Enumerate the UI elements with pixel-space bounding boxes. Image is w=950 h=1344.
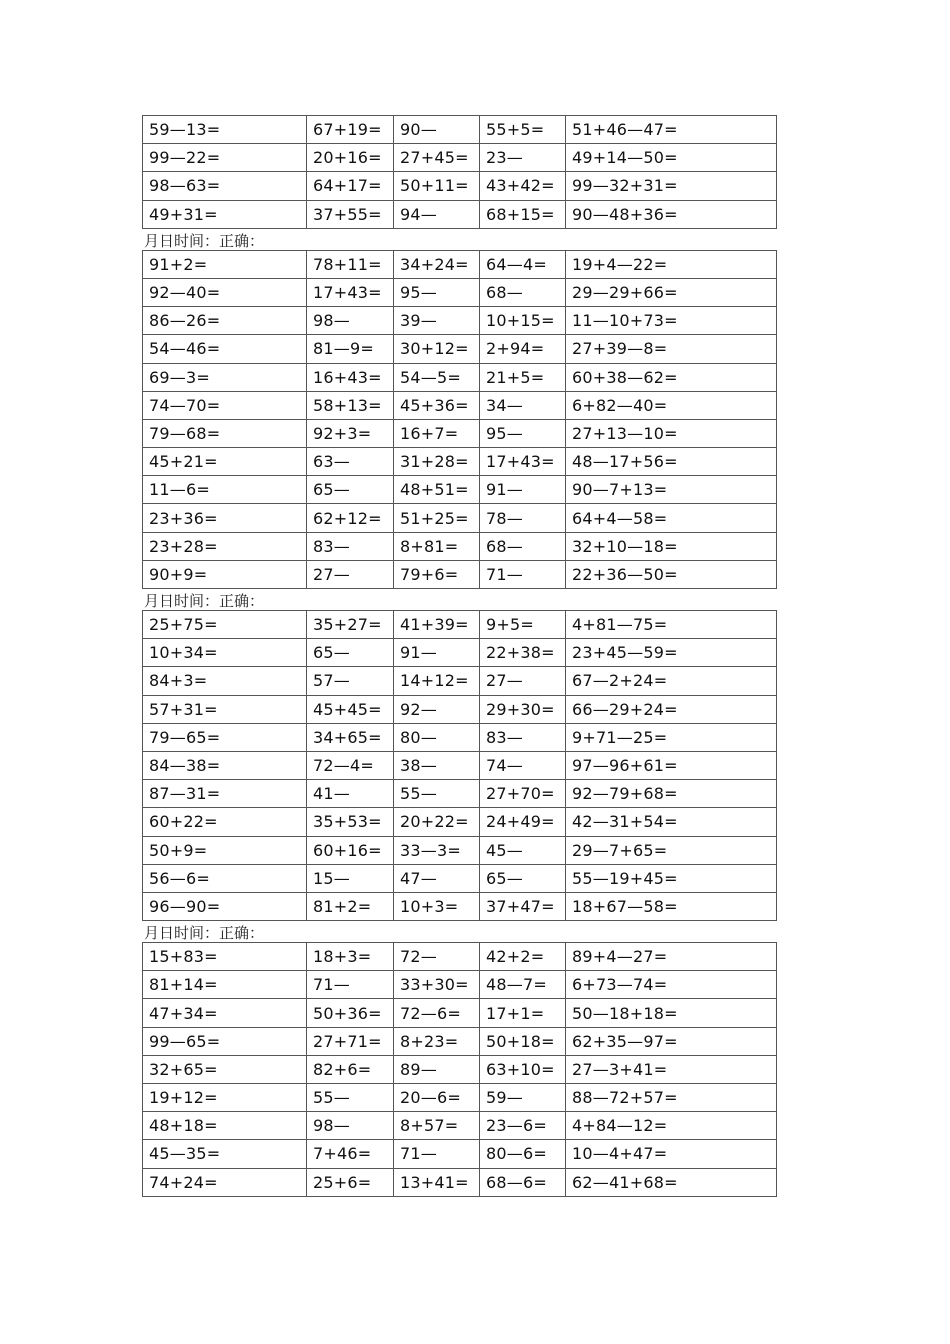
problem-cell: 62+12=	[307, 504, 394, 532]
problem-table	[142, 610, 777, 921]
problem-cell: 29—7+65=	[566, 836, 777, 864]
problem-cell: 63—	[307, 448, 394, 476]
problem-cell: 62+35—97=	[566, 1027, 777, 1055]
table-row	[143, 1140, 777, 1168]
problem-cell: 95—	[394, 278, 480, 306]
table-row	[143, 723, 777, 751]
problem-cell: 10+34=	[143, 639, 307, 667]
table-row	[143, 200, 777, 228]
problem-cell: 49+14—50=	[566, 144, 777, 172]
table-row	[143, 611, 777, 639]
problem-cell: 41+39=	[394, 611, 480, 639]
problem-cell: 68—6=	[480, 1168, 566, 1196]
table-row	[143, 532, 777, 560]
problem-cell: 98—63=	[143, 172, 307, 200]
problem-cell: 42+2=	[480, 943, 566, 971]
problem-cell: 68—	[480, 532, 566, 560]
problem-cell: 50+9=	[143, 836, 307, 864]
problem-cell: 91+2=	[143, 250, 307, 278]
problem-cell: 9+71—25=	[566, 723, 777, 751]
problem-cell: 34+65=	[307, 723, 394, 751]
problem-cell: 22+36—50=	[566, 560, 777, 588]
problem-table	[142, 942, 777, 1197]
problem-cell: 23—6=	[480, 1112, 566, 1140]
problem-cell: 20—6=	[394, 1084, 480, 1112]
problem-cell: 21+5=	[480, 363, 566, 391]
problem-cell: 4+84—12=	[566, 1112, 777, 1140]
table-row	[143, 419, 777, 447]
problem-cell: 45+45=	[307, 695, 394, 723]
problem-cell: 20+22=	[394, 808, 480, 836]
problem-table	[142, 115, 777, 229]
table-row	[143, 943, 777, 971]
problem-cell: 30+12=	[394, 335, 480, 363]
problem-cell: 63+10=	[480, 1055, 566, 1083]
problem-cell: 55—	[307, 1084, 394, 1112]
problem-cell: 92+3=	[307, 419, 394, 447]
problem-cell: 22+38=	[480, 639, 566, 667]
problem-cell: 89—	[394, 1055, 480, 1083]
problem-cell: 89+4—27=	[566, 943, 777, 971]
problem-cell: 17+43=	[307, 278, 394, 306]
problem-cell: 71—	[307, 971, 394, 999]
problem-cell: 35+27=	[307, 611, 394, 639]
problem-cell: 39—	[394, 307, 480, 335]
problem-cell: 9+5=	[480, 611, 566, 639]
problem-cell: 27+45=	[394, 144, 480, 172]
section-caption: 月日时间：正确：	[144, 231, 265, 250]
problem-cell: 19+4—22=	[566, 250, 777, 278]
problem-cell: 59—	[480, 1084, 566, 1112]
table-row	[143, 250, 777, 278]
problem-cell: 57—	[307, 667, 394, 695]
problem-cell: 24+49=	[480, 808, 566, 836]
problem-cell: 78+11=	[307, 250, 394, 278]
table-row	[143, 144, 777, 172]
problem-cell: 25+75=	[143, 611, 307, 639]
problem-cell: 88—72+57=	[566, 1084, 777, 1112]
problem-cell: 32+65=	[143, 1055, 307, 1083]
problem-cell: 45+36=	[394, 391, 480, 419]
problem-cell: 10—4+47=	[566, 1140, 777, 1168]
problem-cell: 27—	[480, 667, 566, 695]
problem-cell: 59—13=	[143, 116, 307, 144]
problem-cell: 29—29+66=	[566, 278, 777, 306]
problem-cell: 50—18+18=	[566, 999, 777, 1027]
problem-cell: 69—3=	[143, 363, 307, 391]
problem-cell: 27+71=	[307, 1027, 394, 1055]
problem-cell: 6+82—40=	[566, 391, 777, 419]
problem-cell: 56—6=	[143, 864, 307, 892]
table-row	[143, 1027, 777, 1055]
problem-cell: 81—9=	[307, 335, 394, 363]
problem-cell: 15+83=	[143, 943, 307, 971]
problem-cell: 8+81=	[394, 532, 480, 560]
problem-cell: 99—22=	[143, 144, 307, 172]
problem-cell: 97—96+61=	[566, 751, 777, 779]
problem-cell: 32+10—18=	[566, 532, 777, 560]
problem-cell: 37+47=	[480, 892, 566, 920]
problem-cell: 49+31=	[143, 200, 307, 228]
table-row	[143, 667, 777, 695]
problem-cell: 43+42=	[480, 172, 566, 200]
problem-cell: 83—	[480, 723, 566, 751]
problem-cell: 94—	[394, 200, 480, 228]
problem-cell: 79+6=	[394, 560, 480, 588]
problem-cell: 13+41=	[394, 1168, 480, 1196]
problem-cell: 10+15=	[480, 307, 566, 335]
problem-cell: 16+43=	[307, 363, 394, 391]
problem-cell: 62—41+68=	[566, 1168, 777, 1196]
problem-cell: 91—	[480, 476, 566, 504]
section-caption: 月日时间：正确：	[144, 924, 265, 943]
problem-cell: 64+17=	[307, 172, 394, 200]
problem-cell: 17+43=	[480, 448, 566, 476]
problem-cell: 66—29+24=	[566, 695, 777, 723]
problem-cell: 48—7=	[480, 971, 566, 999]
table-row	[143, 1055, 777, 1083]
problem-cell: 64+4—58=	[566, 504, 777, 532]
problem-cell: 23+36=	[143, 504, 307, 532]
problem-cell: 47—	[394, 864, 480, 892]
problem-cell: 8+23=	[394, 1027, 480, 1055]
problem-cell: 45—35=	[143, 1140, 307, 1168]
table-row	[143, 476, 777, 504]
problem-cell: 67+19=	[307, 116, 394, 144]
problem-cell: 18+67—58=	[566, 892, 777, 920]
problem-cell: 27—	[307, 560, 394, 588]
problem-cell: 90—	[394, 116, 480, 144]
problem-cell: 92—79+68=	[566, 780, 777, 808]
problem-cell: 15—	[307, 864, 394, 892]
table-row	[143, 335, 777, 363]
table-row	[143, 278, 777, 306]
problem-cell: 68+15=	[480, 200, 566, 228]
problem-cell: 71—	[394, 1140, 480, 1168]
table-row	[143, 808, 777, 836]
problem-cell: 79—68=	[143, 419, 307, 447]
problem-cell: 98—	[307, 1112, 394, 1140]
problem-cell: 84—38=	[143, 751, 307, 779]
problem-cell: 19+12=	[143, 1084, 307, 1112]
table-row	[143, 391, 777, 419]
problem-cell: 23—	[480, 144, 566, 172]
problem-cell: 55+5=	[480, 116, 566, 144]
problem-cell: 57+31=	[143, 695, 307, 723]
table-row	[143, 1112, 777, 1140]
problem-cell: 72—4=	[307, 751, 394, 779]
problem-cell: 67—2+24=	[566, 667, 777, 695]
problem-cell: 91—	[394, 639, 480, 667]
problem-cell: 14+12=	[394, 667, 480, 695]
problem-cell: 50+11=	[394, 172, 480, 200]
problem-cell: 20+16=	[307, 144, 394, 172]
problem-cell: 27+70=	[480, 780, 566, 808]
problem-cell: 48+18=	[143, 1112, 307, 1140]
problem-cell: 37+55=	[307, 200, 394, 228]
table-row	[143, 892, 777, 920]
problem-cell: 38—	[394, 751, 480, 779]
problem-cell: 71—	[480, 560, 566, 588]
problem-cell: 65—	[307, 639, 394, 667]
problem-cell: 68—	[480, 278, 566, 306]
table-row	[143, 560, 777, 588]
problem-cell: 90—48+36=	[566, 200, 777, 228]
problem-cell: 92—	[394, 695, 480, 723]
problem-cell: 92—40=	[143, 278, 307, 306]
problem-cell: 54—46=	[143, 335, 307, 363]
problem-cell: 33+30=	[394, 971, 480, 999]
worksheet	[142, 115, 776, 1197]
problem-cell: 25+6=	[307, 1168, 394, 1196]
problem-cell: 98—	[307, 307, 394, 335]
table-row	[143, 999, 777, 1027]
problem-cell: 34+24=	[394, 250, 480, 278]
problem-cell: 87—31=	[143, 780, 307, 808]
problem-cell: 51+25=	[394, 504, 480, 532]
table-row	[143, 780, 777, 808]
problem-cell: 27—3+41=	[566, 1055, 777, 1083]
problem-cell: 79—65=	[143, 723, 307, 751]
problem-cell: 99—32+31=	[566, 172, 777, 200]
table-row	[143, 172, 777, 200]
problem-cell: 50+36=	[307, 999, 394, 1027]
problem-cell: 48—17+56=	[566, 448, 777, 476]
problem-cell: 47+34=	[143, 999, 307, 1027]
problem-cell: 29+30=	[480, 695, 566, 723]
problem-cell: 90+9=	[143, 560, 307, 588]
table-row	[143, 1168, 777, 1196]
problem-cell: 27+13—10=	[566, 419, 777, 447]
table-row	[143, 864, 777, 892]
table-row	[143, 639, 777, 667]
problem-cell: 80—	[394, 723, 480, 751]
problem-cell: 10+3=	[394, 892, 480, 920]
problem-cell: 23+45—59=	[566, 639, 777, 667]
problem-cell: 51+46—47=	[566, 116, 777, 144]
problem-cell: 45+21=	[143, 448, 307, 476]
problem-cell: 54—5=	[394, 363, 480, 391]
problem-cell: 16+7=	[394, 419, 480, 447]
problem-cell: 35+53=	[307, 808, 394, 836]
table-row	[143, 751, 777, 779]
problem-cell: 81+14=	[143, 971, 307, 999]
problem-cell: 48+51=	[394, 476, 480, 504]
table-row	[143, 836, 777, 864]
problem-cell: 6+73—74=	[566, 971, 777, 999]
problem-cell: 8+57=	[394, 1112, 480, 1140]
problem-cell: 72—	[394, 943, 480, 971]
table-row	[143, 695, 777, 723]
problem-cell: 42—31+54=	[566, 808, 777, 836]
problem-cell: 41—	[307, 780, 394, 808]
problem-table	[142, 250, 777, 589]
problem-cell: 45—	[480, 836, 566, 864]
problem-cell: 27+39—8=	[566, 335, 777, 363]
problem-cell: 60+38—62=	[566, 363, 777, 391]
problem-cell: 60+16=	[307, 836, 394, 864]
table-row	[143, 504, 777, 532]
problem-cell: 74—70=	[143, 391, 307, 419]
problem-cell: 58+13=	[307, 391, 394, 419]
problem-cell: 65—	[480, 864, 566, 892]
problem-cell: 78—	[480, 504, 566, 532]
problem-cell: 86—26=	[143, 307, 307, 335]
problem-cell: 95—	[480, 419, 566, 447]
problem-cell: 7+46=	[307, 1140, 394, 1168]
problem-cell: 65—	[307, 476, 394, 504]
problem-cell: 99—65=	[143, 1027, 307, 1055]
table-row	[143, 1084, 777, 1112]
table-row	[143, 363, 777, 391]
problem-cell: 90—7+13=	[566, 476, 777, 504]
problem-cell: 84+3=	[143, 667, 307, 695]
problem-cell: 33—3=	[394, 836, 480, 864]
problem-cell: 83—	[307, 532, 394, 560]
problem-cell: 55—19+45=	[566, 864, 777, 892]
problem-cell: 50+18=	[480, 1027, 566, 1055]
problem-cell: 34—	[480, 391, 566, 419]
problem-cell: 31+28=	[394, 448, 480, 476]
problem-cell: 18+3=	[307, 943, 394, 971]
table-row	[143, 448, 777, 476]
problem-cell: 11—6=	[143, 476, 307, 504]
problem-cell: 11—10+73=	[566, 307, 777, 335]
problem-cell: 82+6=	[307, 1055, 394, 1083]
problem-cell: 55—	[394, 780, 480, 808]
table-row	[143, 116, 777, 144]
table-row	[143, 971, 777, 999]
problem-cell: 23+28=	[143, 532, 307, 560]
problem-cell: 80—6=	[480, 1140, 566, 1168]
problem-cell: 74—	[480, 751, 566, 779]
problem-cell: 74+24=	[143, 1168, 307, 1196]
problem-cell: 2+94=	[480, 335, 566, 363]
problem-cell: 17+1=	[480, 999, 566, 1027]
problem-cell: 4+81—75=	[566, 611, 777, 639]
problem-cell: 64—4=	[480, 250, 566, 278]
table-row	[143, 307, 777, 335]
problem-cell: 72—6=	[394, 999, 480, 1027]
section-caption: 月日时间：正确：	[144, 592, 265, 610]
problem-cell: 60+22=	[143, 808, 307, 836]
problem-cell: 96—90=	[143, 892, 307, 920]
problem-cell: 81+2=	[307, 892, 394, 920]
